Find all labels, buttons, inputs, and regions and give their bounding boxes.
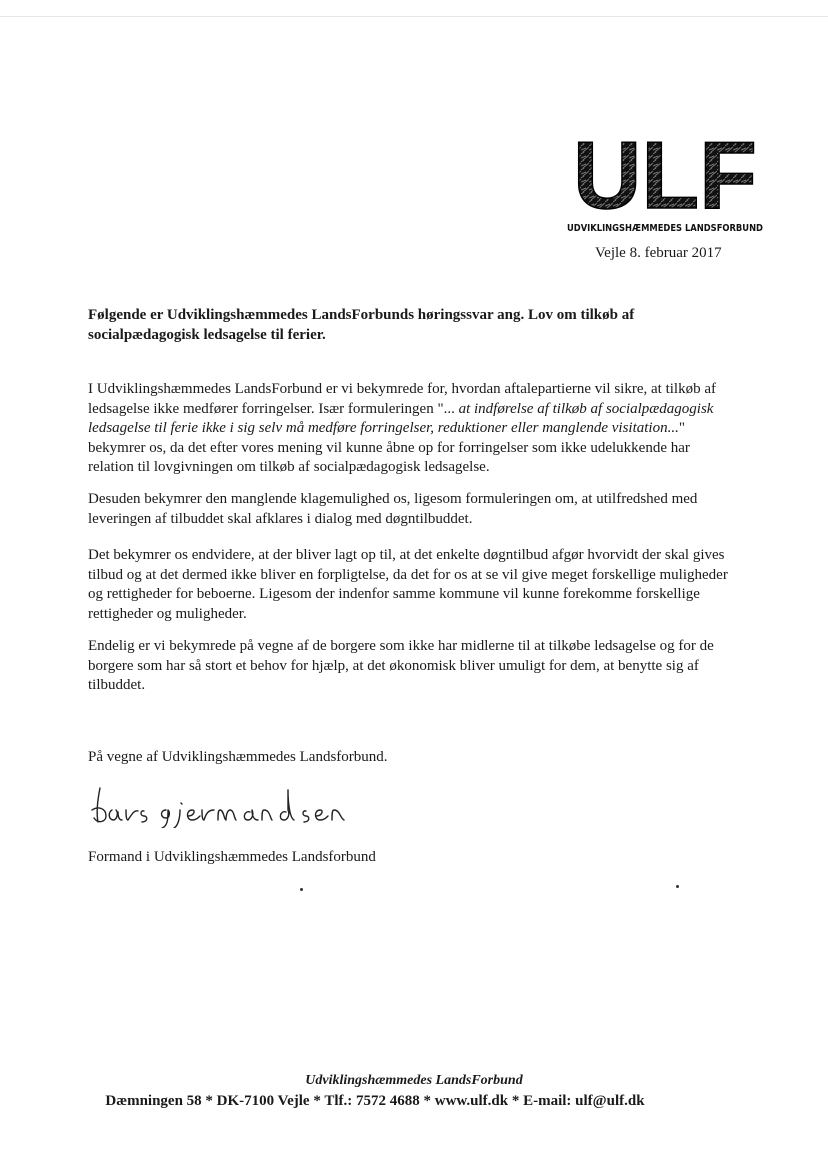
body-paragraph-4: Endelig er vi bekymrede på vegne af de borgere som ikke har midlerne til at tilkøbe ledsagelse og for de borgere som har så stort et behov for hjælp, at det økonomisk bliver umuligt for dem, at benytte sig af tilbuddet. — [88, 638, 714, 693]
scan-speck — [676, 885, 679, 888]
paragraph-1-quote: at indførelse af tilkøb af socialpædagogisk ledsagelse til ferie ikke i sig selv må medføre forringelser, reduktioner eller manglende visitation... — [88, 400, 714, 436]
letter-subject: Følgende er Udviklingshæmmedes LandsForbunds høringssvar ang. Lov om tilkøb af socialpædagogisk ledsagelse til ferier. — [88, 307, 635, 343]
footer-contact: Dæmningen 58 * DK-7100 Vejle * Tlf.: 7572 4688 * www.ulf.dk * E-mail: ulf@ulf.dk — [105, 1093, 645, 1109]
footer-organization: Udviklingshæmmedes LandsForbund — [305, 1073, 523, 1088]
letter-date: Vejle 8. februar 2017 — [595, 245, 722, 261]
body-paragraph-1 — [88, 380, 738, 478]
signoff: På vegne af Udviklingshæmmedes Landsforbund. — [88, 749, 388, 765]
logo-letters: ULF — [573, 128, 757, 229]
logo-subtitle: UDVIKLINGSHÆMMEDES LANDSFORBUND — [567, 223, 764, 234]
paragraph-1-lead: I Udviklingshæmmedes LandsForbund er vi bekymrede for, hvordan aftalepartierne vil sikre, at tilkøb af ledsagelse ikke medfører forringelser. Især formuleringen "... — [88, 381, 716, 417]
body-paragraph-3: Det bekymrer os endvidere, at der bliver lagt op til, at det enkelte døgntilbud afgør hvorvidt der skal gives tilbud og at det dermed ikke bliver en forpligtelse, da det for os at se vil give meget forskellige muligheder og rettigheder for beboerne. Ligesom der indenfor samme kommune vil kunne forekomme forskellige rettigheder og muligheder. — [88, 547, 728, 622]
signer-title: Formand i Udviklingshæmmedes Landsforbund — [88, 849, 376, 865]
handwritten-signature — [88, 784, 378, 828]
paragraph-1-tail: " bekymrer os, da det efter vores mening vil kunne åbne op for forringelser som ikke udelukkende har relation til lovgivningen om tilkøb af socialpædagogisk ledsagelse. — [88, 420, 690, 475]
scan-edge-line — [0, 16, 828, 17]
body-paragraph-2: Desuden bekymrer den manglende klagemulighed os, ligesom formuleringen om, at utilfredshed med leveringen af tilbuddet skal afklares i dialog med døgntilbuddet. — [88, 491, 698, 527]
scan-speck — [300, 888, 303, 891]
ulf-logo — [565, 128, 765, 238]
